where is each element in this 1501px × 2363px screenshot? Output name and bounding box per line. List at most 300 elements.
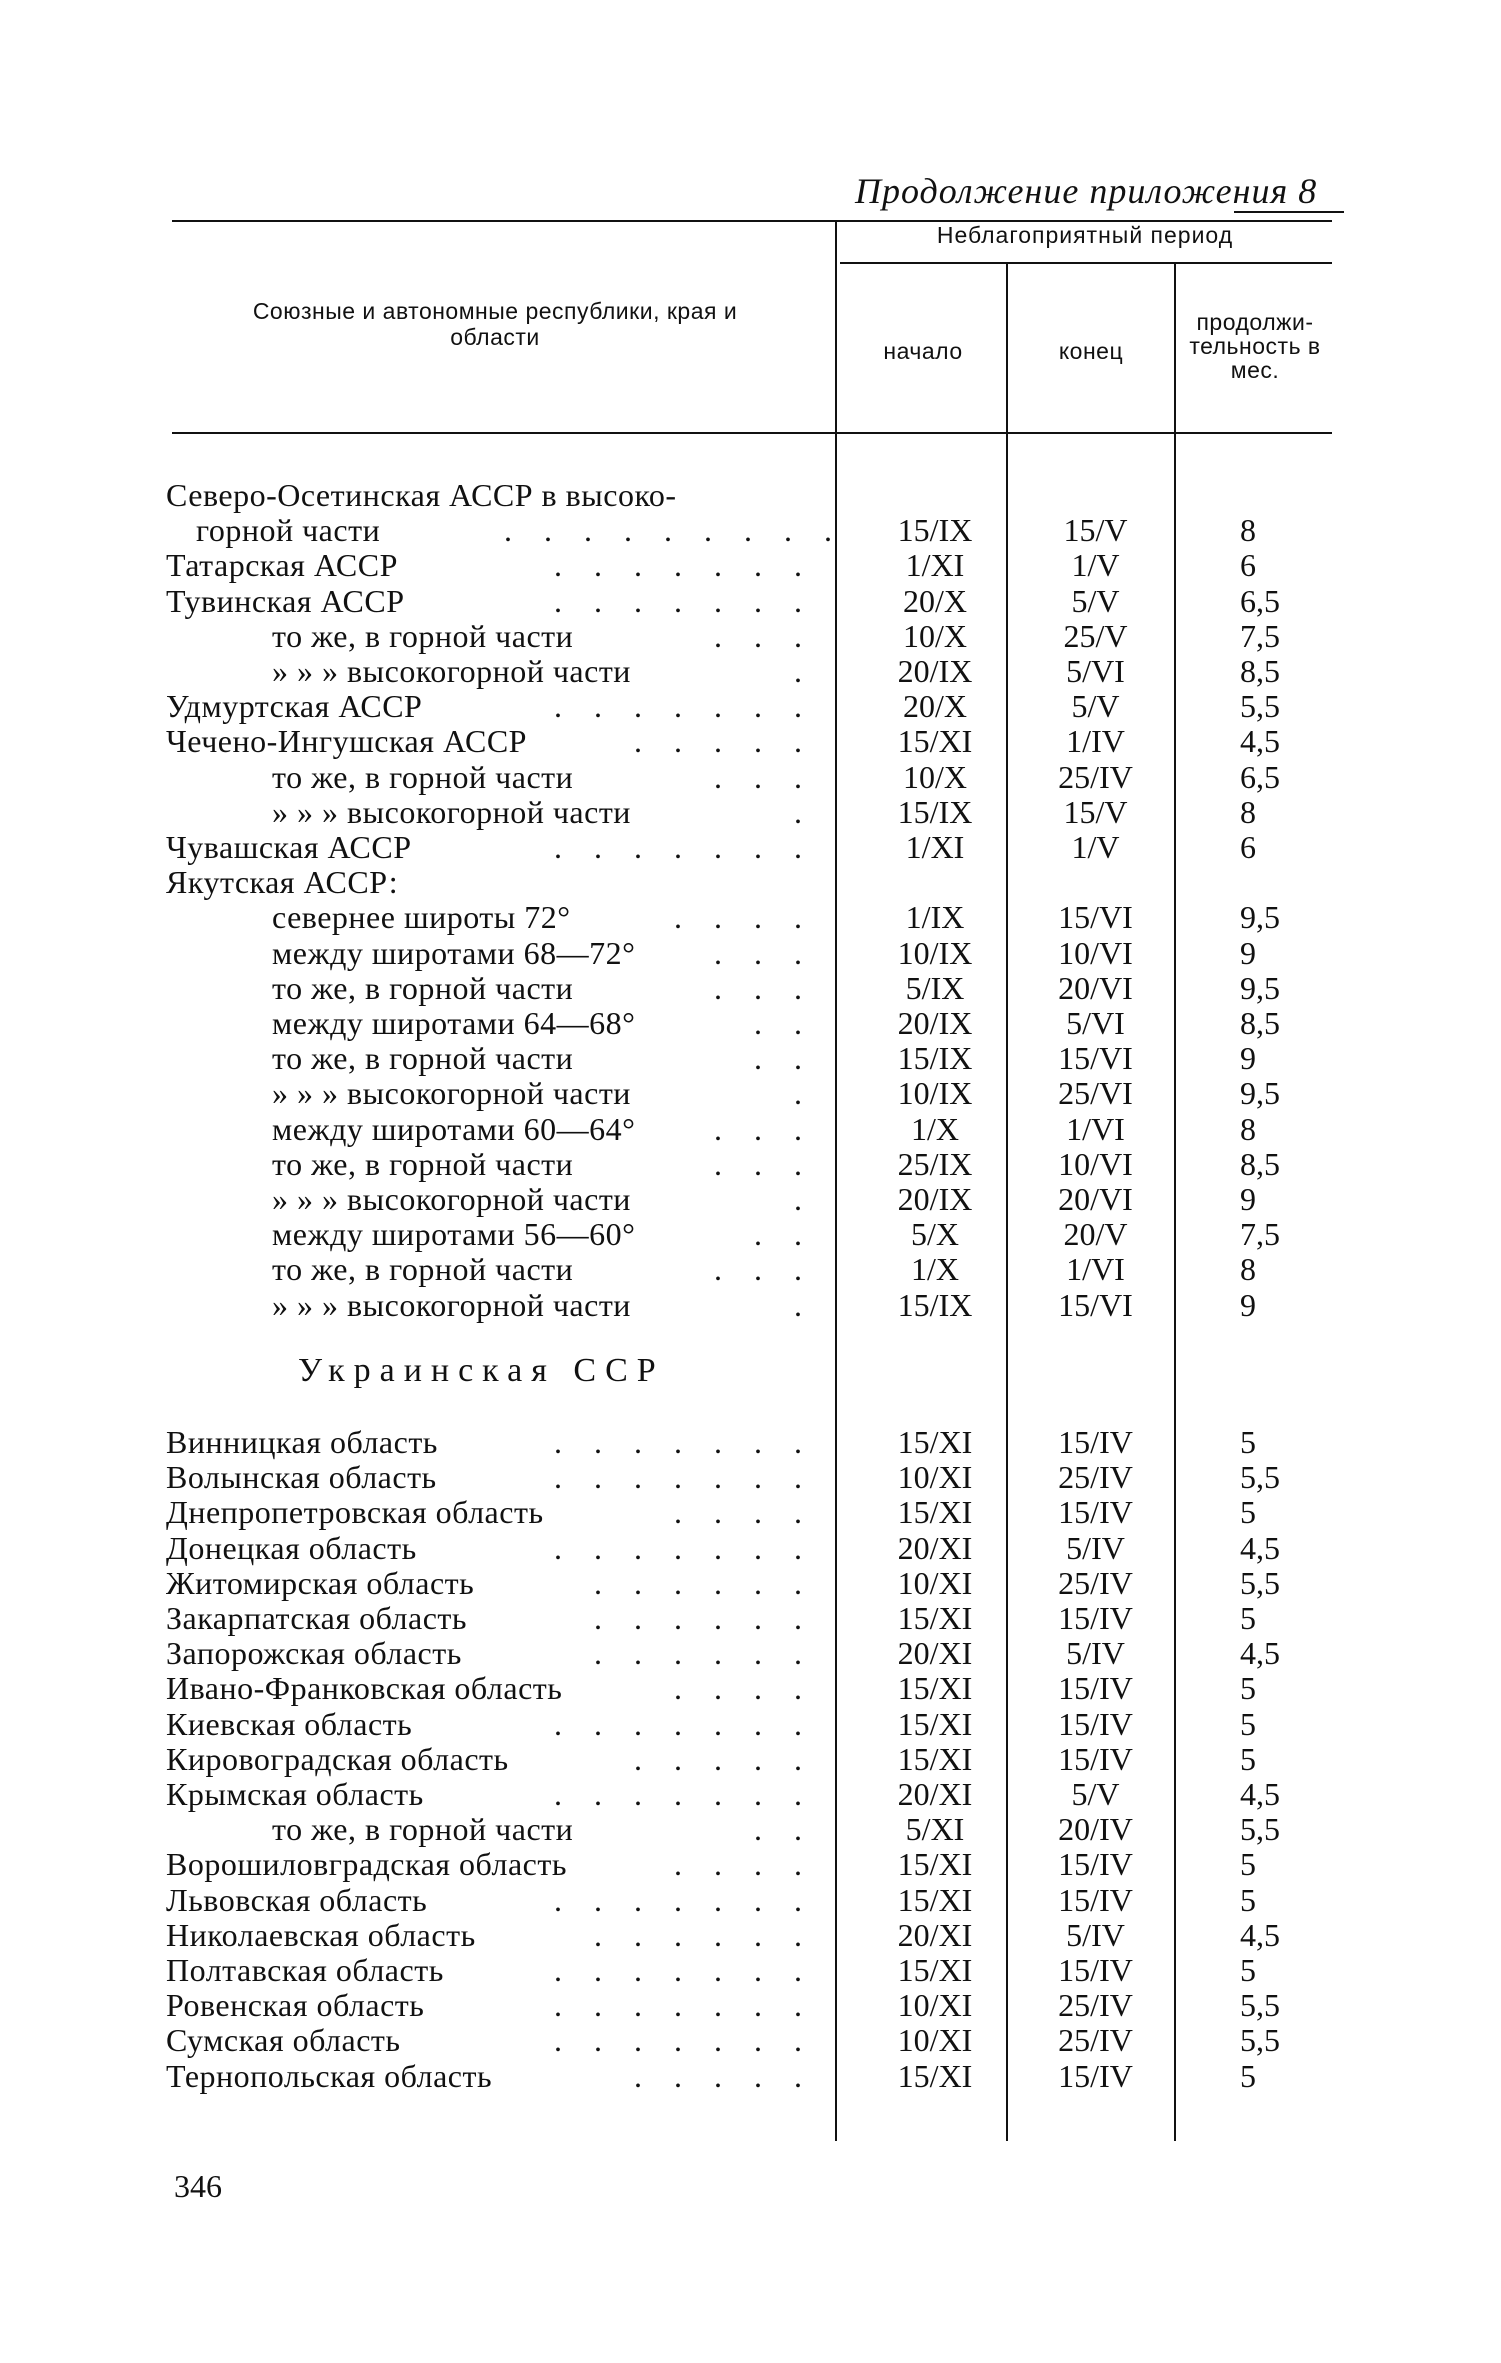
region-name: [272, 795, 814, 830]
start-date: 15/IX: [897, 512, 973, 549]
start-date: 20/X: [903, 582, 967, 619]
table-row: [0, 548, 1501, 583]
table-row: [0, 1076, 1501, 1111]
region-name-text: Днепропетровская область: [166, 1495, 544, 1531]
region-name: [166, 1425, 814, 1460]
region-name: [272, 760, 814, 795]
region-name: [166, 2023, 814, 2058]
table-row: [0, 1217, 1501, 1252]
duration-months: 4,5: [1240, 1529, 1280, 1566]
region-name: [166, 1531, 814, 1566]
region-name: [272, 1182, 814, 1217]
region-name: [272, 971, 814, 1006]
start-date: 15/IX: [897, 1286, 973, 1323]
start-date: 15/XI: [897, 1600, 973, 1636]
region-name: [166, 2059, 814, 2094]
region-name-text: Львовская область: [166, 1882, 428, 1918]
start-date: 5/X: [911, 1216, 959, 1253]
duration-months: 7,5: [1240, 1216, 1280, 1253]
leader-dots: . . . . . . .: [554, 548, 814, 584]
region-name: [166, 689, 814, 724]
duration-months: 5,5: [1240, 1987, 1280, 2024]
duration-months: 8,5: [1240, 1005, 1280, 1041]
duration-months: 8: [1240, 793, 1256, 830]
region-name: [166, 548, 814, 583]
duration-months: 4,5: [1240, 1916, 1280, 1953]
leader-dots: . . . . . . .: [554, 1706, 814, 1742]
leader-dots: . .: [754, 1006, 814, 1041]
duration-months: 5: [1240, 1705, 1256, 1742]
leader-dots: . . .: [714, 970, 814, 1006]
region-name: [272, 1076, 814, 1111]
region-name: [166, 1707, 814, 1742]
table-row: [0, 1425, 1501, 1460]
region-name: [272, 936, 814, 971]
start-date: 10/XI: [897, 1459, 973, 1496]
end-date: 25/IV: [1058, 758, 1133, 795]
region-name-text: горной части: [196, 513, 381, 549]
duration-months: 5: [1240, 1846, 1256, 1883]
end-date: 5/IV: [1066, 1635, 1125, 1672]
header-start: начало: [883, 338, 963, 364]
table-row: [0, 2023, 1501, 2058]
leader-dots: . . . . . . .: [554, 1530, 814, 1566]
end-date: 10/VI: [1058, 1145, 1133, 1182]
start-date: 15/XI: [897, 1881, 973, 1918]
region-name-text: Полтавская область: [166, 1953, 444, 1988]
leader-dots: . . . .: [674, 1847, 814, 1883]
duration-months: 6: [1240, 829, 1256, 865]
end-date: 25/IV: [1058, 1459, 1133, 1496]
start-date: 15/XI: [897, 1705, 973, 1742]
table-row: [0, 1531, 1501, 1566]
region-name: [272, 900, 814, 935]
table-row: [0, 584, 1501, 619]
end-date: 5/VI: [1066, 653, 1125, 689]
header-unfavorable-period: Неблагоприятный период: [936, 222, 1234, 248]
caption-underline: [1234, 211, 1344, 213]
leader-dots: . . . . .: [634, 2058, 814, 2094]
region-name: [166, 1847, 814, 1882]
region-name: [272, 1112, 814, 1147]
region-name: [166, 1883, 814, 1918]
end-date: 15/IV: [1058, 1881, 1133, 1918]
start-date: 25/IX: [897, 1145, 973, 1182]
region-name: [272, 1041, 814, 1076]
start-date: 10/XI: [897, 1987, 973, 2024]
leader-dots: . . . . . .: [594, 1917, 814, 1953]
table-row: [0, 1988, 1501, 2023]
leader-dots: . . . . .: [634, 1741, 814, 1777]
end-date: 25/IV: [1058, 1564, 1133, 1601]
duration-months: 8,5: [1240, 1145, 1280, 1182]
end-date: 1/V: [1071, 547, 1120, 584]
start-date: 20/XI: [897, 1635, 973, 1672]
region-name-text: то же, в горной части: [272, 1041, 574, 1077]
start-date: 15/IX: [897, 1040, 973, 1077]
start-date: 20/XI: [897, 1776, 973, 1812]
region-name-text: между широтами 64—68°: [272, 1006, 636, 1041]
duration-months: 5: [1240, 1424, 1256, 1460]
duration-months: 5: [1240, 1881, 1256, 1918]
end-date: 5/V: [1071, 688, 1120, 725]
end-date: 1/IV: [1066, 723, 1125, 760]
start-date: 15/IX: [897, 793, 973, 830]
end-date: 1/V: [1071, 829, 1120, 865]
end-date: 15/VI: [1058, 1040, 1133, 1077]
start-date: 5/IX: [905, 969, 965, 1006]
duration-months: 5: [1240, 1740, 1256, 1777]
leader-dots: . . . . . . .: [554, 830, 814, 865]
end-date: 15/IV: [1058, 2057, 1133, 2094]
region-name: [166, 1988, 814, 2023]
header-duration: продолжи-тельность в мес.: [1189, 309, 1321, 383]
leader-dots: . . .: [714, 1146, 814, 1182]
duration-months: 4,5: [1240, 1776, 1280, 1812]
duration-months: 9: [1240, 1040, 1256, 1077]
leader-dots: . . . . . . .: [554, 1988, 814, 2024]
region-name: [166, 1671, 814, 1706]
region-name: [166, 1742, 814, 1777]
duration-months: 5,5: [1240, 1459, 1280, 1496]
leader-dots: . . . .: [674, 900, 814, 936]
region-name-text: Винницкая область: [166, 1425, 438, 1460]
end-date: 15/IV: [1058, 1846, 1133, 1883]
region-name: [166, 1777, 814, 1812]
start-date: 15/XI: [897, 723, 973, 760]
leader-dots: . . . . . . . . .: [504, 513, 844, 549]
region-name-text: Татарская АССР: [166, 548, 398, 584]
region-name: [166, 1601, 814, 1636]
section-title-ukrainian-ssr: Украинская ССР: [298, 1352, 665, 1389]
leader-dots: . . . .: [674, 1495, 814, 1531]
leader-dots: . . .: [714, 618, 814, 654]
duration-months: 9,5: [1240, 899, 1280, 936]
end-date: 15/IV: [1058, 1670, 1133, 1707]
start-date: 15/XI: [897, 1846, 973, 1883]
table-row: [0, 1460, 1501, 1495]
table-row: [0, 1288, 1501, 1323]
leader-dots: . . . . .: [634, 724, 814, 760]
region-name: [166, 1495, 814, 1530]
page-number: 346: [174, 2168, 222, 2204]
group-header-rule: [840, 262, 1332, 264]
leader-dots: . . . . . . .: [554, 1425, 814, 1460]
start-date: 1/X: [911, 1110, 959, 1147]
end-date: 20/VI: [1058, 1181, 1133, 1217]
duration-months: 9: [1240, 934, 1256, 971]
region-name-text: Чечено-Ингушская АССР: [166, 724, 527, 760]
leader-dots: . .: [754, 1812, 814, 1848]
leader-dots: . . . . . .: [594, 1636, 814, 1672]
duration-months: 5,5: [1240, 1811, 1280, 1848]
end-date: 15/IV: [1058, 1740, 1133, 1777]
duration-months: 9: [1240, 1181, 1256, 1217]
leader-dots: . . . . . .: [594, 1601, 814, 1636]
end-date: 5/V: [1071, 1776, 1120, 1812]
region-name: [166, 1460, 814, 1495]
start-date: 15/XI: [897, 1740, 973, 1777]
table-row: [0, 1566, 1501, 1601]
region-name-text: между широтами 68—72°: [272, 935, 636, 971]
region-name: [166, 1636, 814, 1671]
end-date: 5/IV: [1066, 1916, 1125, 1953]
end-date: 20/VI: [1058, 969, 1133, 1006]
region-name-text: то же, в горной части: [272, 1252, 574, 1288]
leader-dots: . . . . . . .: [554, 583, 814, 619]
start-date: 15/XI: [897, 1670, 973, 1707]
start-date: 1/XI: [905, 547, 965, 584]
table-row: [0, 689, 1501, 724]
leader-dots: . . . . . . .: [554, 1777, 814, 1812]
duration-months: 8,5: [1240, 653, 1280, 689]
table-row: [0, 1918, 1501, 1953]
start-date: 15/XI: [897, 1952, 973, 1988]
continuation-caption: Продолжение приложения 8: [855, 171, 1318, 211]
end-date: 25/IV: [1058, 2022, 1133, 2059]
region-name-text: то же, в горной части: [272, 618, 574, 654]
end-date: 1/VI: [1066, 1110, 1125, 1147]
duration-months: 6: [1240, 547, 1256, 584]
end-date: 25/IV: [1058, 1987, 1133, 2024]
table-row: [0, 1883, 1501, 1918]
region-name-text: Ворошиловградская область: [166, 1847, 567, 1883]
end-date: 15/IV: [1058, 1705, 1133, 1742]
duration-months: 6,5: [1240, 582, 1280, 619]
table-row: [0, 1041, 1501, 1076]
region-name: [166, 1918, 814, 1953]
region-name-text: Житомирская область: [166, 1565, 475, 1601]
end-date: 20/V: [1063, 1216, 1128, 1253]
region-name-text: Ровенская область: [166, 1988, 425, 2024]
region-name: [166, 584, 814, 619]
region-name: [272, 1217, 814, 1252]
start-date: 20/XI: [897, 1529, 973, 1566]
region-name-text: Северо-Осетинская АССР в высоко-: [166, 478, 677, 513]
table-row: [0, 1112, 1501, 1147]
leader-dots: . .: [754, 1041, 814, 1077]
region-name-text: Донецкая область: [166, 1530, 417, 1566]
region-name-text: то же, в горной части: [272, 1812, 574, 1848]
end-date: 15/IV: [1058, 1424, 1133, 1460]
leader-dots: . . .: [714, 759, 814, 795]
region-name-text: Сумская область: [166, 2023, 401, 2059]
leader-dots: . . . . . . .: [554, 1953, 814, 1988]
start-date: 20/IX: [897, 1005, 973, 1041]
duration-months: 6,5: [1240, 758, 1280, 795]
table-row: [0, 619, 1501, 654]
leader-dots: . . .: [714, 1252, 814, 1288]
start-date: 10/IX: [897, 934, 973, 971]
start-date: 10/X: [903, 617, 967, 654]
end-date: 20/IV: [1058, 1811, 1133, 1848]
region-name-text: между широтами 60—64°: [272, 1111, 636, 1147]
duration-months: 5: [1240, 2057, 1256, 2094]
start-date: 10/XI: [897, 2022, 973, 2059]
leader-dots: . . . . . . .: [554, 1882, 814, 1918]
table-row: [0, 1777, 1501, 1812]
region-name-text: Закарпатская область: [166, 1601, 467, 1636]
region-name-text: Ивано-Франковская область: [166, 1671, 563, 1707]
table-row: [0, 1953, 1501, 1988]
duration-months: 5,5: [1240, 688, 1280, 725]
table-row: [0, 513, 1501, 548]
table-row: [0, 865, 1501, 900]
table-row: [0, 971, 1501, 1006]
region-name-text: » » » высокогорной части: [272, 1287, 631, 1323]
end-date: 1/VI: [1066, 1251, 1125, 1288]
end-date: 25/VI: [1058, 1075, 1133, 1112]
leader-dots: .: [794, 1287, 814, 1323]
region-name-text: Крымская область: [166, 1777, 424, 1812]
region-name: [166, 1953, 814, 1988]
region-name-text: Кировоградская область: [166, 1741, 509, 1777]
header-end: конец: [1058, 338, 1124, 364]
table-row: [0, 760, 1501, 795]
table-row: [0, 1006, 1501, 1041]
leader-dots: . . . . . .: [594, 1565, 814, 1601]
region-name-text: между широтами 56—60°: [272, 1217, 636, 1253]
region-name-text: » » » высокогорной части: [272, 794, 631, 830]
start-date: 15/XI: [897, 1424, 973, 1460]
start-date: 10/IX: [897, 1075, 973, 1112]
duration-months: 9,5: [1240, 969, 1280, 1006]
leader-dots: . . .: [714, 935, 814, 971]
duration-months: 5,5: [1240, 2022, 1280, 2059]
region-name-text: Удмуртская АССР: [166, 689, 423, 725]
region-name-text: то же, в горной части: [272, 1146, 574, 1182]
region-name-text: Тернопольская область: [166, 2058, 493, 2094]
start-date: 1/X: [911, 1251, 959, 1288]
table-row: [0, 1182, 1501, 1217]
end-date: 15/VI: [1058, 1286, 1133, 1323]
start-date: 20/IX: [897, 653, 973, 689]
region-name: [272, 1147, 814, 1182]
region-name: [166, 830, 814, 865]
end-date: 15/IV: [1058, 1494, 1133, 1531]
table-row: [0, 1252, 1501, 1287]
leader-dots: .: [794, 1182, 814, 1217]
region-name-text: Якутская АССР:: [166, 865, 399, 901]
leader-dots: . . .: [714, 1111, 814, 1147]
table-row: [0, 936, 1501, 971]
duration-months: 7,5: [1240, 617, 1280, 654]
table-row: [0, 1812, 1501, 1847]
duration-months: 8: [1240, 1251, 1256, 1288]
duration-months: 8: [1240, 512, 1256, 549]
end-date: 5/VI: [1066, 1005, 1125, 1041]
duration-months: 9: [1240, 1286, 1256, 1323]
table-row: [0, 1707, 1501, 1742]
duration-months: 4,5: [1240, 1635, 1280, 1672]
region-name: [272, 1288, 814, 1323]
start-date: 5/XI: [905, 1811, 965, 1848]
duration-months: 5: [1240, 1494, 1256, 1531]
duration-months: 5: [1240, 1600, 1256, 1636]
end-date: 15/VI: [1058, 899, 1133, 936]
table-row: [0, 2059, 1501, 2094]
header-region: Союзные и автономные республики, края и области: [252, 298, 738, 350]
end-date: 15/V: [1063, 793, 1128, 830]
table-row: [0, 900, 1501, 935]
table-row: [0, 1671, 1501, 1706]
region-name-text: » » » высокогорной части: [272, 1182, 631, 1217]
start-date: 10/XI: [897, 1564, 973, 1601]
region-name-text: Запорожская область: [166, 1636, 462, 1672]
start-date: 20/X: [903, 688, 967, 725]
header-bottom-rule: [172, 432, 1332, 434]
table-row: [0, 830, 1501, 865]
start-date: 1/XI: [905, 829, 965, 865]
region-name: [272, 654, 814, 689]
region-name-text: то же, в горной части: [272, 759, 574, 795]
end-date: 5/V: [1071, 582, 1120, 619]
duration-months: 5: [1240, 1670, 1256, 1707]
leader-dots: . .: [754, 1217, 814, 1253]
table-row: [0, 1147, 1501, 1182]
table-row: [0, 1847, 1501, 1882]
start-date: 1/IX: [905, 899, 965, 936]
duration-months: 5,5: [1240, 1564, 1280, 1601]
duration-months: 8: [1240, 1110, 1256, 1147]
region-name-text: севернее широты 72°: [272, 900, 571, 936]
region-name: [166, 865, 814, 900]
leader-dots: . . . . . . .: [554, 2023, 814, 2059]
leader-dots: .: [794, 794, 814, 830]
region-name-text: то же, в горной части: [272, 970, 574, 1006]
start-date: 20/IX: [897, 1181, 973, 1217]
table-row: [0, 1636, 1501, 1671]
region-name-text: » » » высокогорной части: [272, 654, 631, 689]
duration-months: 9,5: [1240, 1075, 1280, 1112]
end-date: 15/IV: [1058, 1952, 1133, 1988]
end-date: 15/IV: [1058, 1600, 1133, 1636]
region-name: [196, 513, 844, 548]
table-row: [0, 478, 1501, 513]
region-name-text: Волынская область: [166, 1460, 437, 1496]
region-name-text: Чувашская АССР: [166, 830, 412, 865]
leader-dots: . . . . . . .: [554, 689, 814, 725]
region-name: [272, 1812, 814, 1847]
start-date: 10/X: [903, 758, 967, 795]
region-name-text: » » » высокогорной части: [272, 1076, 631, 1112]
region-name: [272, 619, 814, 654]
leader-dots: . . . . . . .: [554, 1460, 814, 1496]
region-name-text: Киевская область: [166, 1706, 413, 1742]
region-name: [166, 1566, 814, 1601]
start-date: 15/XI: [897, 1494, 973, 1531]
region-name: [272, 1252, 814, 1287]
region-name: [166, 478, 814, 513]
end-date: 10/VI: [1058, 934, 1133, 971]
region-name: [166, 724, 814, 759]
table-row: [0, 1601, 1501, 1636]
region-name-text: Николаевская область: [166, 1917, 476, 1953]
start-date: 20/XI: [897, 1916, 973, 1953]
end-date: 5/IV: [1066, 1529, 1125, 1566]
start-date: 15/XI: [897, 2057, 973, 2094]
region-name-text: Тувинская АССР: [166, 583, 405, 619]
table-row: [0, 1495, 1501, 1530]
table-row: [0, 724, 1501, 759]
end-date: 25/V: [1063, 617, 1128, 654]
table-row: [0, 654, 1501, 689]
leader-dots: .: [794, 654, 814, 689]
end-date: 15/V: [1063, 512, 1128, 549]
duration-months: 4,5: [1240, 723, 1280, 760]
region-name: [272, 1006, 814, 1041]
leader-dots: .: [794, 1076, 814, 1112]
